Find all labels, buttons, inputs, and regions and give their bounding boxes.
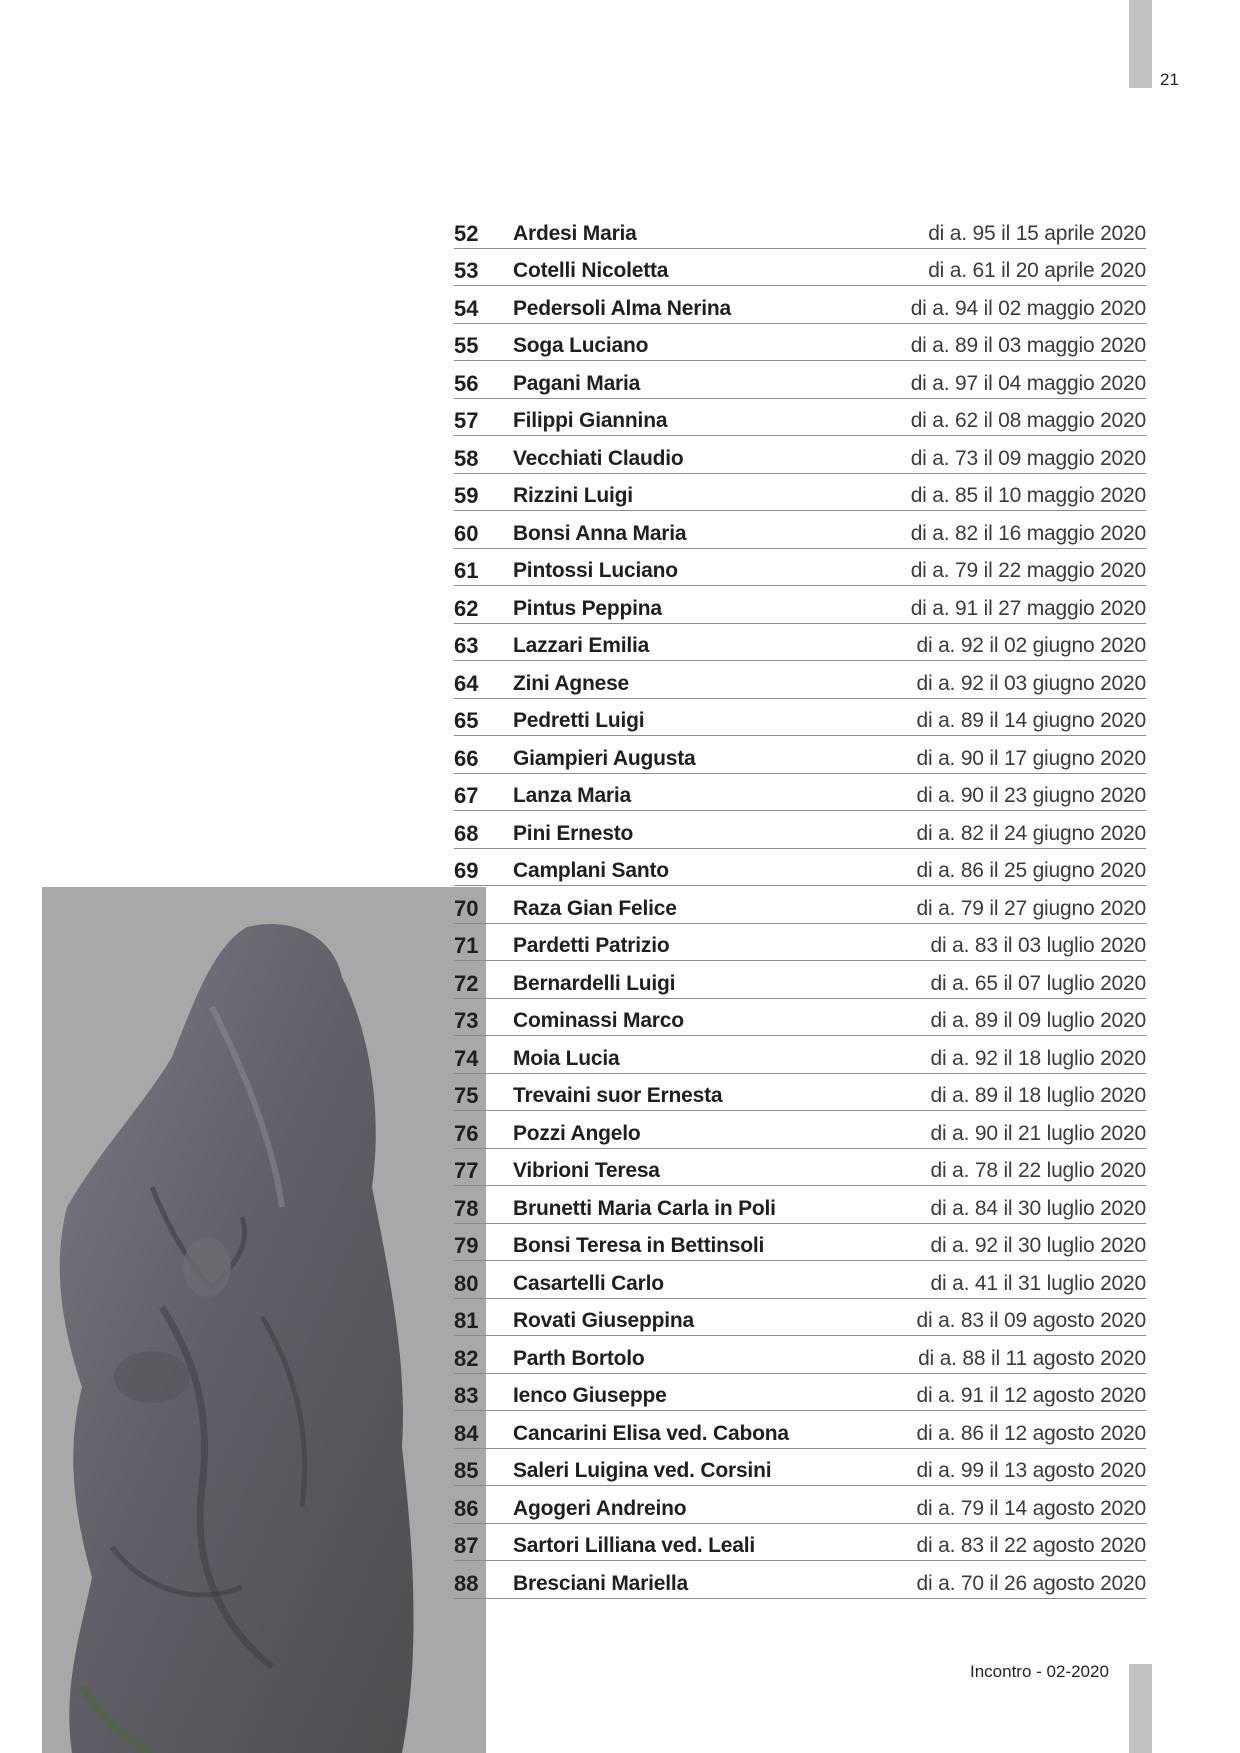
entry-number: 71 (454, 933, 479, 958)
entry-name: Pedersoli Alma Nerina (513, 296, 731, 320)
list-item (454, 1074, 1146, 1112)
entry-date: di a. 95 il 15 aprile 2020 (928, 221, 1146, 245)
entry-name: Parth Bortolo (513, 1346, 645, 1370)
entry-date: di a. 82 il 16 maggio 2020 (910, 521, 1146, 545)
entry-number: 83 (454, 1383, 479, 1408)
sculpture-image (42, 887, 486, 1753)
entry-name: Sartori Lilliana ved. Leali (513, 1534, 756, 1557)
entry-name: Cominassi Marco (513, 1009, 684, 1032)
list-item (454, 961, 1146, 999)
entry-name: Camplani Santo (513, 859, 669, 882)
sculpture-photo (42, 887, 486, 1753)
list-item (454, 999, 1146, 1037)
entry-number: 72 (454, 970, 479, 996)
list-item (454, 811, 1146, 849)
entry-date: di a. 94 il 02 maggio 2020 (910, 296, 1146, 320)
entry-number: 53 (454, 258, 479, 283)
footer-issue: Incontro - 02-2020 (970, 1662, 1109, 1681)
entry-name: Pardetti Patrizio (513, 934, 670, 957)
entry-name: Lanza Maria (513, 784, 632, 807)
entry-number: 56 (454, 370, 479, 396)
entry-name: Vecchiati Claudio (513, 446, 684, 470)
entry-number: 63 (454, 633, 479, 658)
entry-name: Agogeri Andreino (513, 1496, 687, 1520)
entry-name: Giampieri Augusta (513, 746, 696, 770)
entry-date: di a. 79 il 14 agosto 2020 (916, 1496, 1146, 1520)
entry-name: Rovati Giuseppina (513, 1309, 694, 1332)
list-item (454, 1111, 1146, 1149)
entry-number: 76 (454, 1120, 479, 1146)
entry-date: di a. 89 il 14 giugno 2020 (916, 709, 1146, 732)
entry-date: di a. 82 il 24 giugno 2020 (916, 821, 1146, 845)
list-item (454, 211, 1146, 249)
entry-date: di a. 79 il 27 giugno 2020 (916, 896, 1146, 920)
entry-date: di a. 89 il 09 luglio 2020 (930, 1009, 1146, 1032)
entry-date: di a. 90 il 23 giugno 2020 (916, 784, 1146, 807)
entry-date: di a. 85 il 10 maggio 2020 (910, 484, 1146, 507)
entry-date: di a. 84 il 30 luglio 2020 (930, 1196, 1146, 1220)
entry-name: Cancarini Elisa ved. Cabona (513, 1421, 789, 1445)
list-item (454, 736, 1146, 774)
entry-date: di a. 89 il 18 luglio 2020 (930, 1084, 1146, 1107)
entry-date: di a. 91 il 27 maggio 2020 (910, 596, 1146, 620)
entry-date: di a. 86 il 25 giugno 2020 (916, 859, 1146, 882)
entry-number: 74 (454, 1045, 479, 1071)
entry-number: 75 (454, 1083, 479, 1108)
entry-number: 67 (454, 783, 479, 808)
entry-date: di a. 83 il 09 agosto 2020 (916, 1309, 1146, 1332)
entry-name: Soga Luciano (513, 334, 649, 357)
list-item (454, 436, 1146, 474)
entry-date: di a. 61 il 20 aprile 2020 (928, 259, 1146, 282)
entry-number: 79 (454, 1233, 479, 1258)
list-item (454, 286, 1146, 324)
page-number: 21 (1160, 70, 1179, 89)
entry-name: Pintossi Luciano (513, 559, 678, 582)
entry-name: Saleri Luigina ved. Corsini (513, 1459, 772, 1482)
entry-name: Pedretti Luigi (513, 709, 645, 732)
list-item (454, 1299, 1146, 1337)
entry-name: Vibrioni Teresa (513, 1159, 660, 1182)
entry-number: 81 (454, 1308, 479, 1333)
list-item (454, 699, 1146, 737)
list-item (454, 1524, 1146, 1562)
entry-number: 73 (454, 1008, 479, 1033)
list-item (454, 511, 1146, 549)
entry-number: 84 (454, 1420, 479, 1446)
entry-number: 59 (454, 483, 479, 508)
entry-number: 68 (454, 820, 479, 846)
entry-name: Bonsi Teresa in Bettinsoli (513, 1234, 765, 1257)
list-item (454, 586, 1146, 624)
entry-number: 65 (454, 708, 479, 733)
list-item (454, 924, 1146, 962)
entry-date: di a. 89 il 03 maggio 2020 (910, 334, 1146, 357)
list-item (454, 1449, 1146, 1487)
page-tab-top (1129, 0, 1152, 88)
entry-name: Trevaini suor Ernesta (513, 1084, 723, 1107)
entry-date: di a. 41 il 31 luglio 2020 (930, 1271, 1146, 1295)
list-item (454, 399, 1146, 437)
entry-number: 86 (454, 1495, 479, 1521)
list-item (454, 1036, 1146, 1074)
list-item (454, 1486, 1146, 1524)
entry-number: 78 (454, 1195, 479, 1221)
list-item (454, 661, 1146, 699)
entry-date: di a. 86 il 12 agosto 2020 (916, 1421, 1146, 1445)
entry-number: 82 (454, 1345, 479, 1371)
entry-date: di a. 83 il 03 luglio 2020 (930, 934, 1146, 957)
list-item (454, 1186, 1146, 1224)
entry-date: di a. 90 il 17 giugno 2020 (916, 746, 1146, 770)
entry-date: di a. 97 il 04 maggio 2020 (910, 371, 1146, 395)
entry-name: Pini Ernesto (513, 821, 634, 845)
entry-name: Ardesi Maria (513, 221, 637, 245)
list-item (454, 624, 1146, 662)
entry-number: 57 (454, 408, 479, 433)
entry-name: Bernardelli Luigi (513, 971, 676, 995)
entry-name: Lazzari Emilia (513, 634, 650, 657)
entry-date: di a. 99 il 13 agosto 2020 (916, 1459, 1146, 1482)
entry-number: 66 (454, 745, 479, 771)
entry-date: di a. 92 il 03 giugno 2020 (916, 671, 1146, 695)
entry-date: di a. 73 il 09 maggio 2020 (910, 446, 1146, 470)
entry-name: Pozzi Angelo (513, 1121, 641, 1145)
entry-date: di a. 62 il 08 maggio 2020 (910, 409, 1146, 432)
entry-number: 58 (454, 445, 479, 471)
list-item (454, 1261, 1146, 1299)
entry-number: 60 (454, 520, 479, 546)
entry-number: 80 (454, 1270, 479, 1296)
entry-name: Brunetti Maria Carla in Poli (513, 1196, 776, 1220)
list-item (454, 774, 1146, 812)
entry-date: di a. 91 il 12 agosto 2020 (916, 1384, 1146, 1407)
entry-name: Rizzini Luigi (513, 484, 633, 507)
entry-number: 52 (454, 220, 479, 246)
list-item (454, 549, 1146, 587)
entry-name: Bresciani Mariella (513, 1571, 688, 1595)
list-item (454, 361, 1146, 399)
entry-date: di a. 79 il 22 maggio 2020 (910, 559, 1146, 582)
entry-date: di a. 92 il 18 luglio 2020 (930, 1046, 1146, 1070)
entry-name: Cotelli Nicoletta (513, 259, 669, 282)
entry-date: di a. 92 il 02 giugno 2020 (916, 634, 1146, 657)
entry-date: di a. 88 il 11 agosto 2020 (918, 1346, 1146, 1370)
obituary-list (454, 211, 1146, 1599)
entry-number: 54 (454, 295, 479, 321)
entry-name: Ienco Giuseppe (513, 1384, 667, 1407)
list-item (454, 1374, 1146, 1412)
entry-number: 87 (454, 1533, 479, 1558)
list-item (454, 1336, 1146, 1374)
entry-number: 55 (454, 333, 479, 358)
list-item (454, 249, 1146, 287)
entry-date: di a. 83 il 22 agosto 2020 (916, 1534, 1146, 1557)
entry-name: Filippi Giannina (513, 409, 668, 432)
entry-name: Zini Agnese (513, 671, 630, 695)
entry-date: di a. 92 il 30 luglio 2020 (930, 1234, 1146, 1257)
entry-date: di a. 90 il 21 luglio 2020 (930, 1121, 1146, 1145)
entry-name: Pintus Peppina (513, 596, 662, 620)
list-item (454, 1149, 1146, 1187)
entry-number: 61 (454, 558, 479, 583)
entry-number: 69 (454, 858, 479, 883)
entry-name: Pagani Maria (513, 371, 641, 395)
entry-date: di a. 70 il 26 agosto 2020 (916, 1571, 1146, 1595)
entry-date: di a. 78 il 22 luglio 2020 (930, 1159, 1146, 1182)
entry-number: 88 (454, 1570, 479, 1596)
list-item (454, 1411, 1146, 1449)
list-item (454, 886, 1146, 924)
list-item (454, 849, 1146, 887)
list-item (454, 1224, 1146, 1262)
entry-date: di a. 65 il 07 luglio 2020 (930, 971, 1146, 995)
entry-name: Moia Lucia (513, 1046, 620, 1070)
entry-number: 70 (454, 895, 479, 921)
list-item (454, 474, 1146, 512)
entry-name: Raza Gian Felice (513, 896, 677, 920)
entry-name: Bonsi Anna Maria (513, 521, 687, 545)
entry-name: Casartelli Carlo (513, 1271, 664, 1295)
list-item (454, 324, 1146, 362)
entry-number: 77 (454, 1158, 479, 1183)
entry-number: 62 (454, 595, 479, 621)
entry-number: 64 (454, 670, 479, 696)
list-item (454, 1561, 1146, 1599)
entry-number: 85 (454, 1458, 479, 1483)
page-tab-bottom (1129, 1664, 1152, 1753)
